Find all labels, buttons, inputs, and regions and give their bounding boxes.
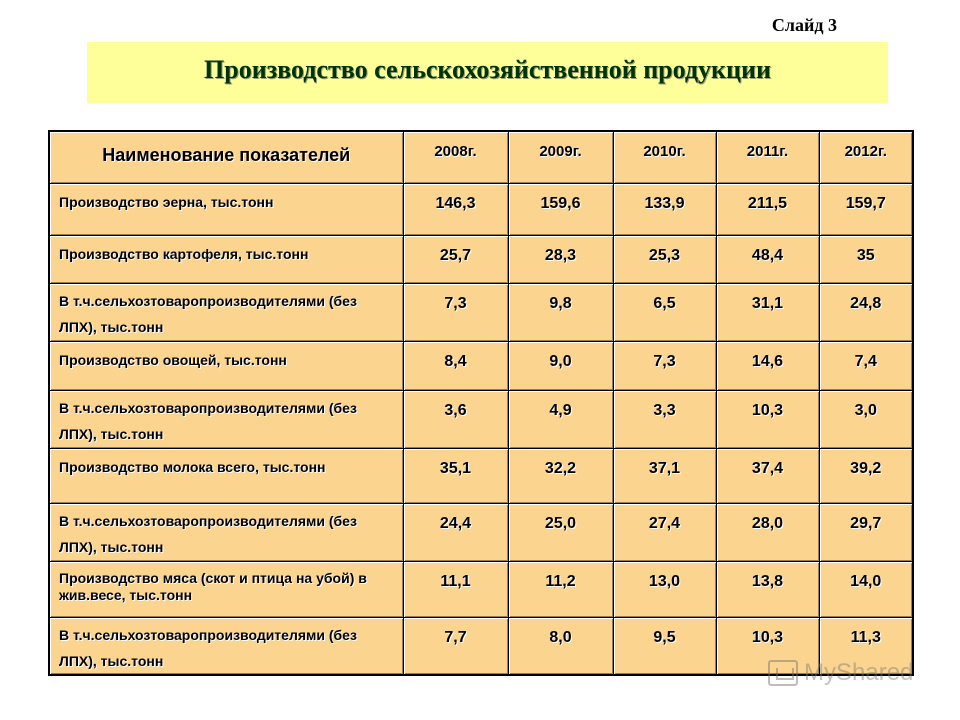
value-cell: 37,4 <box>716 448 819 503</box>
production-table <box>48 130 914 676</box>
value-cell: 25,7 <box>403 235 508 283</box>
value-cell: 27,4 <box>613 503 716 561</box>
row-label: Производство мяса (скот и птица на убой) в жив.весе, тыс.тонн <box>49 561 403 617</box>
slide-number: Слайд 3 <box>771 15 837 35</box>
value-cell: 9,0 <box>508 341 613 390</box>
value-cell: 7,4 <box>819 341 913 390</box>
value-cell: 6,5 <box>613 283 716 341</box>
column-header-year: 2008г. <box>403 131 508 183</box>
value-cell: 24,4 <box>403 503 508 561</box>
row-label: Производство молока всего, тыс.тонн <box>49 448 403 503</box>
table-row <box>49 183 913 235</box>
value-cell: 159,6 <box>508 183 613 235</box>
watermark-text: MyShared <box>804 659 914 686</box>
value-cell: 9,5 <box>613 617 716 675</box>
value-cell: 35,1 <box>403 448 508 503</box>
value-cell: 3,3 <box>613 390 716 448</box>
table-row <box>49 341 913 390</box>
value-cell: 14,6 <box>716 341 819 390</box>
column-header-year: 2010г. <box>613 131 716 183</box>
value-cell: 32,2 <box>508 448 613 503</box>
row-label: Производство овощей, тыс.тонн <box>49 341 403 390</box>
value-cell: 9,8 <box>508 283 613 341</box>
row-label: В т.ч.сельхозтоваропроизводителями (без ЛПХ), тыс.тонн <box>49 503 403 561</box>
title-banner <box>87 42 888 103</box>
value-cell: 28,3 <box>508 235 613 283</box>
row-label: Производство эерна, тыс.тонн <box>49 183 403 235</box>
table-row <box>49 390 913 448</box>
page-title: Производство сельскохозяйственной продукции <box>204 54 771 84</box>
value-cell: 146,3 <box>403 183 508 235</box>
value-cell: 10,3 <box>716 617 819 675</box>
value-cell: 14,0 <box>819 561 913 617</box>
myshared-logo-icon <box>768 660 798 686</box>
column-header-name: Наименование показателей <box>49 131 403 183</box>
table-header-row <box>49 131 913 183</box>
row-label: Производство картофеля, тыс.тонн <box>49 235 403 283</box>
table-row <box>49 448 913 503</box>
table-row <box>49 235 913 283</box>
watermark <box>768 657 913 689</box>
table-row <box>49 561 913 617</box>
value-cell: 8,0 <box>508 617 613 675</box>
value-cell: 11,2 <box>508 561 613 617</box>
column-header-year: 2011г. <box>716 131 819 183</box>
value-cell: 10,3 <box>716 390 819 448</box>
value-cell: 7,3 <box>613 341 716 390</box>
value-cell: 25,3 <box>613 235 716 283</box>
value-cell: 25,0 <box>508 503 613 561</box>
column-header-year: 2012г. <box>819 131 913 183</box>
row-label: В т.ч.сельхозтоваропроизводителями (без ЛПХ), тыс.тонн <box>49 390 403 448</box>
value-cell: 31,1 <box>716 283 819 341</box>
value-cell: 39,2 <box>819 448 913 503</box>
value-cell: 28,0 <box>716 503 819 561</box>
value-cell: 4,9 <box>508 390 613 448</box>
row-label: В т.ч.сельхозтоваропроизводителями (без ЛПХ), тыс.тонн <box>49 617 403 675</box>
value-cell: 24,8 <box>819 283 913 341</box>
value-cell: 11,1 <box>403 561 508 617</box>
table-row <box>49 283 913 341</box>
value-cell: 13,0 <box>613 561 716 617</box>
column-header-year: 2009г. <box>508 131 613 183</box>
value-cell: 211,5 <box>716 183 819 235</box>
value-cell: 37,1 <box>613 448 716 503</box>
value-cell: 133,9 <box>613 183 716 235</box>
value-cell: 3,6 <box>403 390 508 448</box>
value-cell: 7,3 <box>403 283 508 341</box>
value-cell: 13,8 <box>716 561 819 617</box>
value-cell: 48,4 <box>716 235 819 283</box>
value-cell: 8,4 <box>403 341 508 390</box>
value-cell: 7,7 <box>403 617 508 675</box>
row-label: В т.ч.сельхозтоваропроизводителями (без ЛПХ), тыс.тонн <box>49 283 403 341</box>
value-cell: 29,7 <box>819 503 913 561</box>
value-cell: 35 <box>819 235 913 283</box>
value-cell: 3,0 <box>819 390 913 448</box>
value-cell: 159,7 <box>819 183 913 235</box>
value-cell: 11,3 <box>819 617 913 675</box>
table-row <box>49 503 913 561</box>
